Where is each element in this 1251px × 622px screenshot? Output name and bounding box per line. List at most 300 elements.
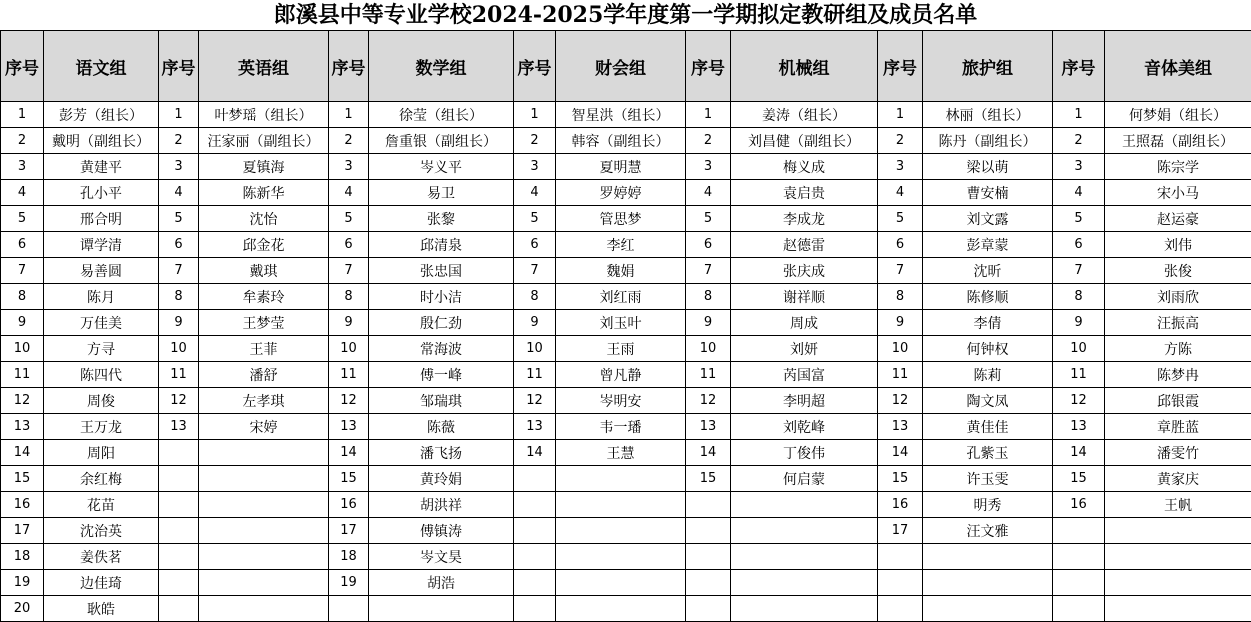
seq-cell: 17 xyxy=(878,518,923,544)
member-cell: 宋婷 xyxy=(199,414,329,440)
seq-cell: 13 xyxy=(514,414,556,440)
member-cell xyxy=(199,492,329,518)
seq-cell: 16 xyxy=(329,492,369,518)
member-cell: 陈四代 xyxy=(44,362,159,388)
seq-cell xyxy=(159,544,199,570)
table-row xyxy=(1,284,1251,310)
member-cell xyxy=(923,570,1053,596)
seq-cell: 9 xyxy=(686,310,731,336)
member-cell: 邢合明 xyxy=(44,206,159,232)
seq-cell: 14 xyxy=(878,440,923,466)
member-cell: 陈莉 xyxy=(923,362,1053,388)
member-cell: 胡浩 xyxy=(369,570,514,596)
seq-cell: 14 xyxy=(686,440,731,466)
seq-cell: 3 xyxy=(686,154,731,180)
seq-cell: 5 xyxy=(686,206,731,232)
table-row xyxy=(1,206,1251,232)
member-cell xyxy=(199,518,329,544)
table-row xyxy=(1,440,1251,466)
member-cell: 芮国富 xyxy=(731,362,878,388)
member-cell: 傅一峰 xyxy=(369,362,514,388)
member-cell: 易善圆 xyxy=(44,258,159,284)
seq-cell: 2 xyxy=(878,128,923,154)
member-cell: 牟素玲 xyxy=(199,284,329,310)
seq-cell xyxy=(159,492,199,518)
seq-cell: 14 xyxy=(514,440,556,466)
seq-cell: 4 xyxy=(514,180,556,206)
seq-header: 序号 xyxy=(159,31,199,102)
member-cell: 彭芳（组长） xyxy=(44,102,159,128)
seq-cell xyxy=(514,596,556,622)
seq-cell: 15 xyxy=(686,466,731,492)
group-header: 音体美组 xyxy=(1105,31,1251,102)
member-cell: 陈丹（副组长） xyxy=(923,128,1053,154)
member-cell: 夏明慧 xyxy=(556,154,686,180)
member-cell: 潘飞扬 xyxy=(369,440,514,466)
seq-cell: 4 xyxy=(878,180,923,206)
seq-cell xyxy=(686,518,731,544)
seq-cell xyxy=(159,466,199,492)
member-cell: 李倩 xyxy=(923,310,1053,336)
seq-cell: 12 xyxy=(878,388,923,414)
seq-cell: 14 xyxy=(1,440,44,466)
member-cell: 谭学清 xyxy=(44,232,159,258)
seq-cell: 14 xyxy=(1053,440,1105,466)
member-cell xyxy=(556,518,686,544)
seq-cell xyxy=(686,596,731,622)
group-header: 旅护组 xyxy=(923,31,1053,102)
seq-header: 序号 xyxy=(1053,31,1105,102)
member-cell: 罗婷婷 xyxy=(556,180,686,206)
table-row xyxy=(1,388,1251,414)
table-row xyxy=(1,258,1251,284)
seq-cell: 2 xyxy=(329,128,369,154)
member-cell: 李明超 xyxy=(731,388,878,414)
member-cell xyxy=(199,544,329,570)
seq-cell: 10 xyxy=(1,336,44,362)
seq-cell: 5 xyxy=(159,206,199,232)
member-cell: 常海波 xyxy=(369,336,514,362)
member-cell: 王照磊（副组长） xyxy=(1105,128,1251,154)
seq-cell: 10 xyxy=(878,336,923,362)
member-cell: 赵运豪 xyxy=(1105,206,1251,232)
table-row xyxy=(1,362,1251,388)
seq-cell: 4 xyxy=(159,180,199,206)
seq-cell: 5 xyxy=(878,206,923,232)
seq-cell: 7 xyxy=(1053,258,1105,284)
member-cell: 谢祥顺 xyxy=(731,284,878,310)
seq-cell: 12 xyxy=(159,388,199,414)
seq-cell: 11 xyxy=(159,362,199,388)
member-cell xyxy=(731,518,878,544)
member-cell: 徐莹（组长） xyxy=(369,102,514,128)
member-cell xyxy=(731,570,878,596)
table-row xyxy=(1,102,1251,128)
member-cell xyxy=(1105,518,1251,544)
seq-cell: 16 xyxy=(878,492,923,518)
seq-cell xyxy=(159,518,199,544)
member-cell: 韩容（副组长） xyxy=(556,128,686,154)
seq-cell xyxy=(686,570,731,596)
seq-cell: 2 xyxy=(1,128,44,154)
seq-cell: 20 xyxy=(1,596,44,622)
member-cell: 方寻 xyxy=(44,336,159,362)
seq-cell: 11 xyxy=(1053,362,1105,388)
seq-cell: 6 xyxy=(159,232,199,258)
member-cell: 王慧 xyxy=(556,440,686,466)
member-cell: 沈怡 xyxy=(199,206,329,232)
member-cell: 何钟权 xyxy=(923,336,1053,362)
seq-cell xyxy=(1053,570,1105,596)
seq-cell: 8 xyxy=(1,284,44,310)
member-cell xyxy=(199,466,329,492)
seq-cell: 2 xyxy=(514,128,556,154)
seq-cell: 7 xyxy=(514,258,556,284)
member-cell: 周阳 xyxy=(44,440,159,466)
member-cell: 何启蒙 xyxy=(731,466,878,492)
seq-cell: 3 xyxy=(159,154,199,180)
member-cell: 万佳美 xyxy=(44,310,159,336)
table-row xyxy=(1,492,1251,518)
member-cell: 刘昌健（副组长） xyxy=(731,128,878,154)
seq-cell: 10 xyxy=(514,336,556,362)
seq-cell: 10 xyxy=(686,336,731,362)
seq-cell: 6 xyxy=(514,232,556,258)
seq-cell: 9 xyxy=(159,310,199,336)
member-cell: 耿皓 xyxy=(44,596,159,622)
member-cell xyxy=(731,492,878,518)
member-cell: 王雨 xyxy=(556,336,686,362)
seq-cell: 17 xyxy=(1,518,44,544)
member-cell: 汪文雅 xyxy=(923,518,1053,544)
table-row xyxy=(1,544,1251,570)
seq-cell xyxy=(159,596,199,622)
member-cell: 张黎 xyxy=(369,206,514,232)
table-row xyxy=(1,414,1251,440)
member-cell: 李红 xyxy=(556,232,686,258)
seq-cell: 5 xyxy=(1,206,44,232)
member-cell xyxy=(556,570,686,596)
seq-cell: 12 xyxy=(686,388,731,414)
member-cell: 刘乾峰 xyxy=(731,414,878,440)
group-header: 财会组 xyxy=(556,31,686,102)
member-cell: 边佳琦 xyxy=(44,570,159,596)
seq-cell: 7 xyxy=(878,258,923,284)
seq-cell: 11 xyxy=(1,362,44,388)
member-cell: 陈梦冉 xyxy=(1105,362,1251,388)
seq-cell: 1 xyxy=(878,102,923,128)
seq-cell xyxy=(159,440,199,466)
header-row xyxy=(1,31,1251,102)
member-cell: 刘文露 xyxy=(923,206,1053,232)
member-cell: 殷仁劲 xyxy=(369,310,514,336)
seq-cell xyxy=(1053,518,1105,544)
seq-cell xyxy=(1053,596,1105,622)
member-cell xyxy=(556,492,686,518)
member-cell xyxy=(199,570,329,596)
member-cell: 姜涛（组长） xyxy=(731,102,878,128)
member-cell: 陈月 xyxy=(44,284,159,310)
seq-cell: 3 xyxy=(329,154,369,180)
seq-cell: 3 xyxy=(1053,154,1105,180)
seq-cell: 15 xyxy=(878,466,923,492)
table-row xyxy=(1,128,1251,154)
member-cell: 梁以萌 xyxy=(923,154,1053,180)
member-cell: 周成 xyxy=(731,310,878,336)
seq-cell: 13 xyxy=(686,414,731,440)
member-cell: 傅镇涛 xyxy=(369,518,514,544)
table-row xyxy=(1,596,1251,622)
member-cell: 袁启贵 xyxy=(731,180,878,206)
member-cell xyxy=(731,544,878,570)
seq-cell: 12 xyxy=(514,388,556,414)
member-cell xyxy=(923,596,1053,622)
member-cell: 丁俊伟 xyxy=(731,440,878,466)
seq-cell: 1 xyxy=(514,102,556,128)
seq-cell: 6 xyxy=(878,232,923,258)
seq-cell: 11 xyxy=(686,362,731,388)
member-cell xyxy=(1105,544,1251,570)
seq-header: 序号 xyxy=(514,31,556,102)
staff-roster-table xyxy=(0,30,1251,622)
member-cell: 黄建平 xyxy=(44,154,159,180)
seq-cell: 15 xyxy=(1053,466,1105,492)
seq-cell: 4 xyxy=(1053,180,1105,206)
document-title: 郎溪县中等专业学校2024-2025学年度第一学期拟定教研组及成员名单 xyxy=(0,0,1251,30)
member-cell: 姜佚茗 xyxy=(44,544,159,570)
member-cell: 陈薇 xyxy=(369,414,514,440)
member-cell: 张庆成 xyxy=(731,258,878,284)
seq-cell xyxy=(514,492,556,518)
seq-cell: 16 xyxy=(1053,492,1105,518)
member-cell xyxy=(1105,570,1251,596)
seq-cell xyxy=(514,466,556,492)
member-cell xyxy=(731,596,878,622)
seq-cell: 9 xyxy=(878,310,923,336)
table-row xyxy=(1,518,1251,544)
member-cell: 潘舒 xyxy=(199,362,329,388)
member-cell: 黄玲娟 xyxy=(369,466,514,492)
seq-cell: 9 xyxy=(514,310,556,336)
seq-cell xyxy=(329,596,369,622)
seq-cell: 8 xyxy=(1053,284,1105,310)
seq-cell: 12 xyxy=(1053,388,1105,414)
seq-cell: 2 xyxy=(1053,128,1105,154)
group-header: 语文组 xyxy=(44,31,159,102)
table-row xyxy=(1,310,1251,336)
seq-cell xyxy=(1053,544,1105,570)
seq-cell: 8 xyxy=(159,284,199,310)
member-cell: 戴琪 xyxy=(199,258,329,284)
member-cell: 魏娟 xyxy=(556,258,686,284)
member-cell: 胡洪祥 xyxy=(369,492,514,518)
member-cell: 刘妍 xyxy=(731,336,878,362)
member-cell: 邹瑞琪 xyxy=(369,388,514,414)
seq-cell: 8 xyxy=(878,284,923,310)
table-row xyxy=(1,336,1251,362)
seq-cell: 12 xyxy=(329,388,369,414)
member-cell: 汪家丽（副组长） xyxy=(199,128,329,154)
seq-cell: 4 xyxy=(329,180,369,206)
member-cell: 孔紫玉 xyxy=(923,440,1053,466)
seq-cell: 5 xyxy=(514,206,556,232)
seq-cell: 3 xyxy=(1,154,44,180)
seq-cell: 1 xyxy=(159,102,199,128)
seq-cell xyxy=(159,570,199,596)
member-cell: 黄佳佳 xyxy=(923,414,1053,440)
seq-cell: 10 xyxy=(1053,336,1105,362)
seq-header: 序号 xyxy=(878,31,923,102)
member-cell: 夏镇海 xyxy=(199,154,329,180)
seq-cell: 6 xyxy=(1053,232,1105,258)
seq-cell: 11 xyxy=(878,362,923,388)
seq-cell xyxy=(686,492,731,518)
member-cell: 周俊 xyxy=(44,388,159,414)
seq-cell: 15 xyxy=(1,466,44,492)
member-cell: 赵德雷 xyxy=(731,232,878,258)
member-cell: 刘玉叶 xyxy=(556,310,686,336)
member-cell xyxy=(199,596,329,622)
seq-cell: 11 xyxy=(329,362,369,388)
seq-cell: 19 xyxy=(329,570,369,596)
seq-cell: 4 xyxy=(1,180,44,206)
seq-cell xyxy=(878,544,923,570)
member-cell: 沈治英 xyxy=(44,518,159,544)
seq-cell: 7 xyxy=(159,258,199,284)
seq-cell: 5 xyxy=(1053,206,1105,232)
seq-cell: 9 xyxy=(1,310,44,336)
seq-header: 序号 xyxy=(329,31,369,102)
seq-cell: 12 xyxy=(1,388,44,414)
seq-cell: 1 xyxy=(1053,102,1105,128)
member-cell: 彭章蒙 xyxy=(923,232,1053,258)
member-cell: 陈修顺 xyxy=(923,284,1053,310)
seq-cell: 3 xyxy=(878,154,923,180)
member-cell: 张俊 xyxy=(1105,258,1251,284)
seq-cell xyxy=(878,596,923,622)
member-cell xyxy=(199,440,329,466)
seq-cell: 9 xyxy=(1053,310,1105,336)
member-cell: 何梦娟（组长） xyxy=(1105,102,1251,128)
seq-cell: 13 xyxy=(878,414,923,440)
seq-cell: 18 xyxy=(1,544,44,570)
seq-cell xyxy=(686,544,731,570)
seq-cell: 5 xyxy=(329,206,369,232)
member-cell: 时小洁 xyxy=(369,284,514,310)
member-cell: 王万龙 xyxy=(44,414,159,440)
member-cell: 岑明安 xyxy=(556,388,686,414)
member-cell: 岑义平 xyxy=(369,154,514,180)
seq-cell: 8 xyxy=(329,284,369,310)
member-cell: 詹重银（副组长） xyxy=(369,128,514,154)
member-cell: 陶文凤 xyxy=(923,388,1053,414)
seq-cell: 11 xyxy=(514,362,556,388)
member-cell: 梅义成 xyxy=(731,154,878,180)
seq-cell: 1 xyxy=(686,102,731,128)
seq-header: 序号 xyxy=(1,31,44,102)
member-cell: 汪振高 xyxy=(1105,310,1251,336)
member-cell: 戴明（副组长） xyxy=(44,128,159,154)
member-cell: 智星洪（组长） xyxy=(556,102,686,128)
member-cell: 章胜蓝 xyxy=(1105,414,1251,440)
table-row xyxy=(1,466,1251,492)
seq-cell: 17 xyxy=(329,518,369,544)
member-cell: 方陈 xyxy=(1105,336,1251,362)
member-cell: 王菲 xyxy=(199,336,329,362)
seq-cell: 8 xyxy=(686,284,731,310)
seq-cell: 15 xyxy=(329,466,369,492)
seq-cell xyxy=(878,570,923,596)
member-cell: 宋小马 xyxy=(1105,180,1251,206)
group-header: 机械组 xyxy=(731,31,878,102)
seq-cell: 7 xyxy=(329,258,369,284)
member-cell: 曾凡静 xyxy=(556,362,686,388)
seq-cell: 9 xyxy=(329,310,369,336)
member-cell: 刘雨欣 xyxy=(1105,284,1251,310)
member-cell: 曹安楠 xyxy=(923,180,1053,206)
seq-header: 序号 xyxy=(686,31,731,102)
seq-cell: 3 xyxy=(514,154,556,180)
seq-cell: 1 xyxy=(1,102,44,128)
seq-cell: 6 xyxy=(686,232,731,258)
group-header: 英语组 xyxy=(199,31,329,102)
seq-cell: 13 xyxy=(159,414,199,440)
seq-cell: 13 xyxy=(1053,414,1105,440)
seq-cell: 2 xyxy=(686,128,731,154)
member-cell: 余红梅 xyxy=(44,466,159,492)
seq-cell: 1 xyxy=(329,102,369,128)
member-cell xyxy=(1105,596,1251,622)
member-cell: 刘伟 xyxy=(1105,232,1251,258)
seq-cell: 13 xyxy=(329,414,369,440)
member-cell: 岑文昊 xyxy=(369,544,514,570)
table-row xyxy=(1,180,1251,206)
seq-cell xyxy=(514,518,556,544)
seq-cell: 10 xyxy=(159,336,199,362)
member-cell: 管思梦 xyxy=(556,206,686,232)
member-cell: 李成龙 xyxy=(731,206,878,232)
member-cell: 邱清泉 xyxy=(369,232,514,258)
member-cell: 黄家庆 xyxy=(1105,466,1251,492)
member-cell: 刘红雨 xyxy=(556,284,686,310)
seq-cell: 8 xyxy=(514,284,556,310)
member-cell: 陈宗学 xyxy=(1105,154,1251,180)
member-cell: 花苗 xyxy=(44,492,159,518)
member-cell: 易卫 xyxy=(369,180,514,206)
member-cell: 孔小平 xyxy=(44,180,159,206)
member-cell xyxy=(923,544,1053,570)
member-cell: 明秀 xyxy=(923,492,1053,518)
seq-cell: 4 xyxy=(686,180,731,206)
member-cell: 王梦莹 xyxy=(199,310,329,336)
member-cell: 叶梦瑶（组长） xyxy=(199,102,329,128)
seq-cell: 16 xyxy=(1,492,44,518)
member-cell: 陈新华 xyxy=(199,180,329,206)
group-header: 数学组 xyxy=(369,31,514,102)
member-cell xyxy=(556,544,686,570)
seq-cell: 6 xyxy=(1,232,44,258)
member-cell xyxy=(369,596,514,622)
member-cell: 邱金花 xyxy=(199,232,329,258)
table-row xyxy=(1,570,1251,596)
seq-cell: 19 xyxy=(1,570,44,596)
member-cell xyxy=(556,466,686,492)
member-cell: 潘雯竹 xyxy=(1105,440,1251,466)
seq-cell: 6 xyxy=(329,232,369,258)
member-cell: 韦一璠 xyxy=(556,414,686,440)
member-cell xyxy=(556,596,686,622)
seq-cell: 14 xyxy=(329,440,369,466)
